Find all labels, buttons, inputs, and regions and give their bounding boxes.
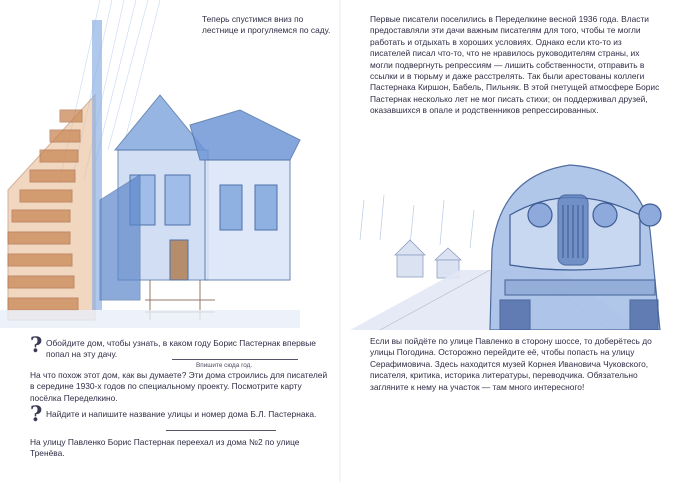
- house-illustration: [0, 0, 340, 330]
- staircase: [8, 95, 95, 320]
- year-hint: Впишите сюда год.: [196, 362, 253, 369]
- house: [100, 95, 300, 300]
- directions-text: Если вы пойдёте по улице Павленко в сторону шоссе, то доберётесь до улицы Погодина. Осторожно перейдите её, чтобы попасть на улицу Серафимовича. Здесь находится музей Корнея Ивановича Чуковского, писателя, критика, историка литературы, переводчика. Обязательно загляните к нему на участок — там много интересного!: [370, 336, 652, 392]
- question-2-answer: На улицу Павленко Борис Пастернак переехал из дома №2 по улице Тренёва.: [30, 437, 300, 459]
- year-answer-line[interactable]: [172, 359, 298, 360]
- question-2-text: Найдите и напишите название улицы и номер дома Б.Л. Пастернака.: [46, 409, 317, 419]
- question-mark-icon: ?: [30, 401, 43, 426]
- question-1-text: Обойдите дом, чтобы узнать, в каком году Борис Пастернак впервые попал на эту дачу.: [46, 338, 316, 360]
- question-mark-icon: ?: [30, 332, 43, 357]
- street-answer-line[interactable]: [166, 430, 276, 431]
- question-1-answer: На что похож этот дом, как вы думаете? Эти дома строились для писателей в середине 1930-х годов по специальному проекту. Посмотрите карту посёлка Переделкино.: [30, 370, 328, 403]
- vintage-car: [490, 165, 661, 330]
- story-text: Первые писатели поселились в Переделкине весной 1936 года. Власти предоставляли эти дачи важным писателям для того, чтобы те могли работать и отдыхать в хороших условиях. Однако если кто-то из писателей писал что-то, что не нравилось руководителям страны, их могли подвергнуть репрессиям — лишить собственности, отправить в ссылки и в тюрьму и даже расстрелять. Так были арестованы коллеги Пастернака Киршон, Бабель, Пильняк. В этой гнетущей атмосфере Борис Пастернак несколько лет не мог писать стихи; он поддерживал друзей, оказавшихся в опале и родственников репрессированных.: [370, 14, 660, 116]
- right-page: [340, 0, 680, 482]
- intro-text: Теперь спустимся вниз по лестнице и прогуляемся по саду.: [202, 14, 331, 36]
- car-street-illustration: [340, 0, 680, 330]
